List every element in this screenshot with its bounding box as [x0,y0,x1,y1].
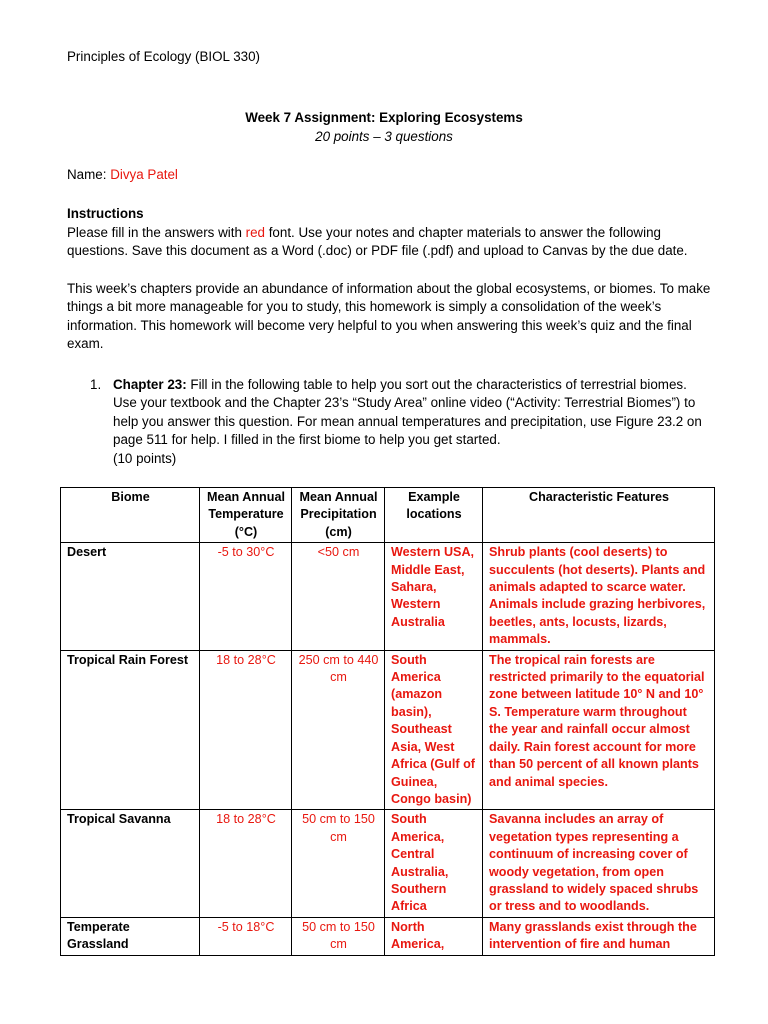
intro-paragraph: This week’s chapters provide an abundance of information about the global ecosystems, or biomes. To make things a bit more manageable for you to study, this homework is simply a consolidation of the week’s information. This homework will become very helpful to you when answering this week’s quiz and the final exam. [67,281,711,352]
instructions-text [67,224,717,261]
precipitation-cell: 50 cm to 150 cm [292,810,385,917]
header-features: Characteristic Features [483,488,715,543]
question-1-body: Fill in the following table to help you sort out the characteristics of terrestrial biomes. Use your textbook and the Chapter 23’s “Study Area” online video (“Activity: Terrestrial Biomes”) to help you answer this question. For mean annual temperatures and precipitation, use Figure 23.2 on page 511 for help. I filled in the first biome to help you get started. [113,377,702,448]
instructions-part2: font. Use your notes and chapter materials to answer the following questions. Save this document as a Word (.doc) or PDF file (.pdf) and upload to Canvas by the due date. [67,225,688,259]
question-number: 1. [90,377,102,392]
table-header-row [61,488,715,543]
precipitation-cell: 50 cm to 150 cm [292,917,385,955]
features-cell: The tropical rain forests are restricted primarily to the equatorial zone between latitude 10° N and 10° S. Temperature warm throughout the year and rainfall occur almost daily. Rain forest account for more than 50 percent of all known plants and animal species. [483,650,715,810]
temperature-cell: 18 to 28°C [200,810,292,917]
temperature-cell: 18 to 28°C [200,650,292,810]
instructions-heading: Instructions [67,206,144,221]
assignment-title: Week 7 Assignment: Exploring Ecosystems [245,110,523,125]
header-biome: Biome [61,488,200,543]
question-1-text [113,376,713,468]
precipitation-cell: <50 cm [292,543,385,650]
question-1-points: (10 points) [113,450,177,466]
temperature-cell: -5 to 30°C [200,543,292,650]
features-cell: Many grasslands exist through the intervention of fire and human [483,917,715,955]
locations-cell: South America (amazon basin), Southeast Asia, West Africa (Gulf of Guinea, Congo basin) [385,650,483,810]
assignment-subtitle: 20 points – 3 questions [315,129,453,144]
header-temperature: Mean Annual Temperature (°C) [200,488,292,543]
features-cell: Shrub plants (cool deserts) to succulents (hot deserts). Plants and animals adapted to scarce water. Animals include grazing herbivores, beetles, ants, locusts, lizards, mammals. [483,543,715,650]
table-row [61,543,715,650]
course-title: Principles of Ecology (BIOL 330) [67,49,261,64]
instructions-red-word: red [245,225,265,240]
locations-cell: North America, [385,917,483,955]
instructions-part1: Please fill in the answers with [67,225,246,240]
table-row [61,650,715,810]
biome-name: Tropical Savanna [61,810,200,917]
biome-name: Temperate Grassland [61,917,200,955]
biome-table [60,487,715,956]
header-locations: Example locations [385,488,483,543]
table-row [61,917,715,955]
header-precipitation: Mean Annual Precipitation (cm) [292,488,385,543]
locations-cell: South America, Central Australia, Southern Africa [385,810,483,917]
name-label: Name: [67,167,107,182]
table-row [61,810,715,917]
biome-name: Desert [61,543,200,650]
question-1-label: Chapter 23: [113,377,187,392]
precipitation-cell: 250 cm to 440 cm [292,650,385,810]
student-name: Divya Patel [110,167,178,182]
locations-cell: Western USA, Middle East, Sahara, Western Australia [385,543,483,650]
biome-name: Tropical Rain Forest [61,650,200,810]
temperature-cell: -5 to 18°C [200,917,292,955]
features-cell: Savanna includes an array of vegetation types representing a continuum of increasing cover of woody vegetation, from open grassland to widely spaced shrubs or tress and to woodlands. [483,810,715,917]
name-line [67,166,178,184]
